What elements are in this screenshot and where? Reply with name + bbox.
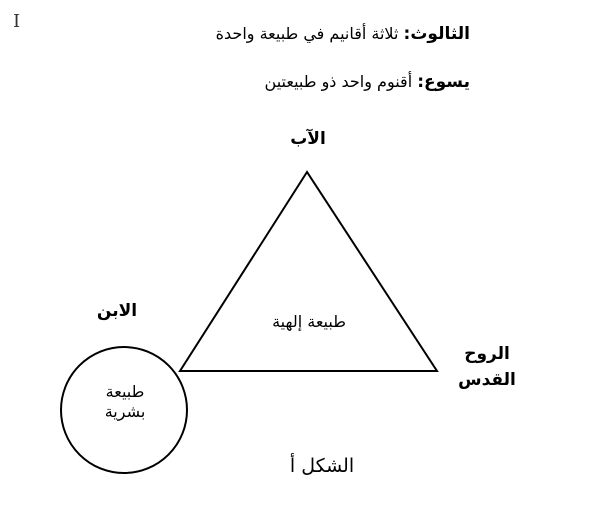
son-label: الابن bbox=[96, 301, 138, 321]
jesus-term: يسوع: bbox=[417, 72, 470, 92]
trinity-term: الثالوث: bbox=[403, 24, 470, 44]
divine-nature-label: طبيعة إلهية bbox=[272, 312, 346, 331]
human-nature-label-line2: بشرية bbox=[104, 402, 146, 421]
human-nature-label-line1: طبيعة bbox=[105, 382, 145, 401]
trinity-text: ثلاثة أقانيم في طبيعة واحدة bbox=[215, 24, 399, 43]
holy-spirit-label-line1: الروح bbox=[464, 344, 510, 364]
jesus-text: أقنوم واحد ذو طبيعتين bbox=[264, 72, 413, 91]
text-cursor-icon: I bbox=[13, 11, 21, 32]
figure-caption: الشكل أ bbox=[289, 455, 355, 477]
holy-spirit-label-line2: القدس bbox=[458, 370, 516, 390]
holy-spirit-label bbox=[447, 341, 527, 393]
human-nature-label bbox=[80, 382, 170, 422]
father-label: الآب bbox=[290, 129, 326, 149]
divine-nature-triangle bbox=[180, 172, 437, 371]
